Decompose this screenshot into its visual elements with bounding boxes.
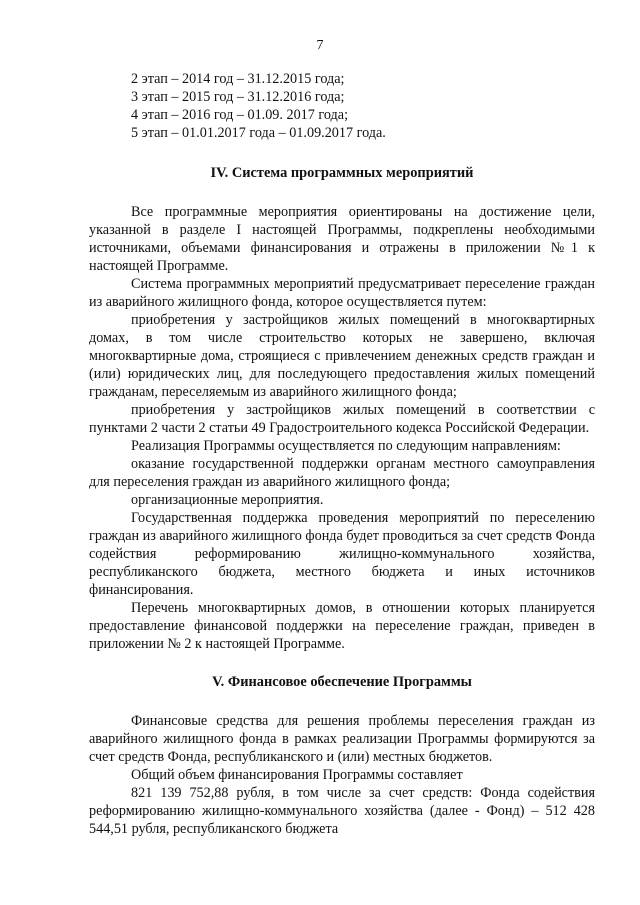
paragraph: организационные мероприятия. xyxy=(131,492,324,508)
stage-item: 4 этап – 2016 год – 01.09. 2017 года; xyxy=(131,107,349,123)
paragraph: оказание государственной поддержки органам местного самоуправления для переселения граждан из аварийного жилищного фонда; xyxy=(89,456,595,490)
page-number: 7 xyxy=(316,38,324,53)
paragraph: 821 139 752,88 рубля, в том числе за счет средств: Фонда содействия реформированию жилищно-коммунального хозяйства (далее - Фонд) – 512 428 544,51 рубля, республиканского бюджета xyxy=(89,785,595,837)
paragraph: Общий объем финансирования Программы составляет xyxy=(131,767,463,783)
paragraph: Государственная поддержка проведения мероприятий по переселению граждан из аварийного жилищного фонда будет проводиться за счет средств Фонда содействия реформированию жилищно-коммунального хозяйства, республиканского бюджета, местного бюджета и иных источников финансирования. xyxy=(89,510,595,598)
paragraph: Реализация Программы осуществляется по следующим направлениям: xyxy=(131,438,561,454)
section-iv-body xyxy=(89,203,595,653)
paragraph: Система программных мероприятий предусматривает переселение граждан из аварийного жилищного фонда, которое осуществляется путем: xyxy=(89,276,595,310)
section-heading-v: V. Финансовое обеспечение Программы xyxy=(212,674,472,690)
section-heading-iv: IV. Система программных мероприятий xyxy=(210,165,474,181)
paragraph: Перечень многоквартирных домов, в отношении которых планируется предоставление финансовой поддержки на переселение граждан, приведен в приложении № 2 к настоящей Программе. xyxy=(89,600,595,652)
stage-list xyxy=(89,70,595,142)
stage-item: 5 этап – 01.01.2017 года – 01.09.2017 года. xyxy=(131,125,386,141)
paragraph: приобретения у застройщиков жилых помещений в многоквартирных домах, в том числе строительство которых не завершено, включая многоквартирные дома, строящиеся с привлечением денежных средств граждан и (или) юридических лиц, для последующего предоставления жилых помещений гражданам, переселяемым из аварийного жилищного фонда; xyxy=(89,312,595,400)
paragraph: приобретения у застройщиков жилых помещений в соответствии с пунктами 2 части 2 статьи 49 Градостроительного кодекса Российской Федерации. xyxy=(89,402,595,436)
stage-item: 3 этап – 2015 год – 31.12.2016 года; xyxy=(131,89,345,105)
section-v-body xyxy=(89,712,595,838)
document-content xyxy=(89,70,595,838)
paragraph: Все программные мероприятия ориентированы на достижение цели, указанной в разделе I настоящей Программы, подкреплены необходимыми источниками, объемами финансирования и отражены в приложении №1 к настоящей Программе. xyxy=(89,204,595,274)
paragraph: Финансовые средства для решения проблемы переселения граждан из аварийного жилищного фонда в рамках реализации Программы формируются за счет средств Фонда, республиканского и (или) местных бюджетов. xyxy=(89,713,595,765)
stage-item: 2 этап – 2014 год – 31.12.2015 года; xyxy=(131,71,345,87)
